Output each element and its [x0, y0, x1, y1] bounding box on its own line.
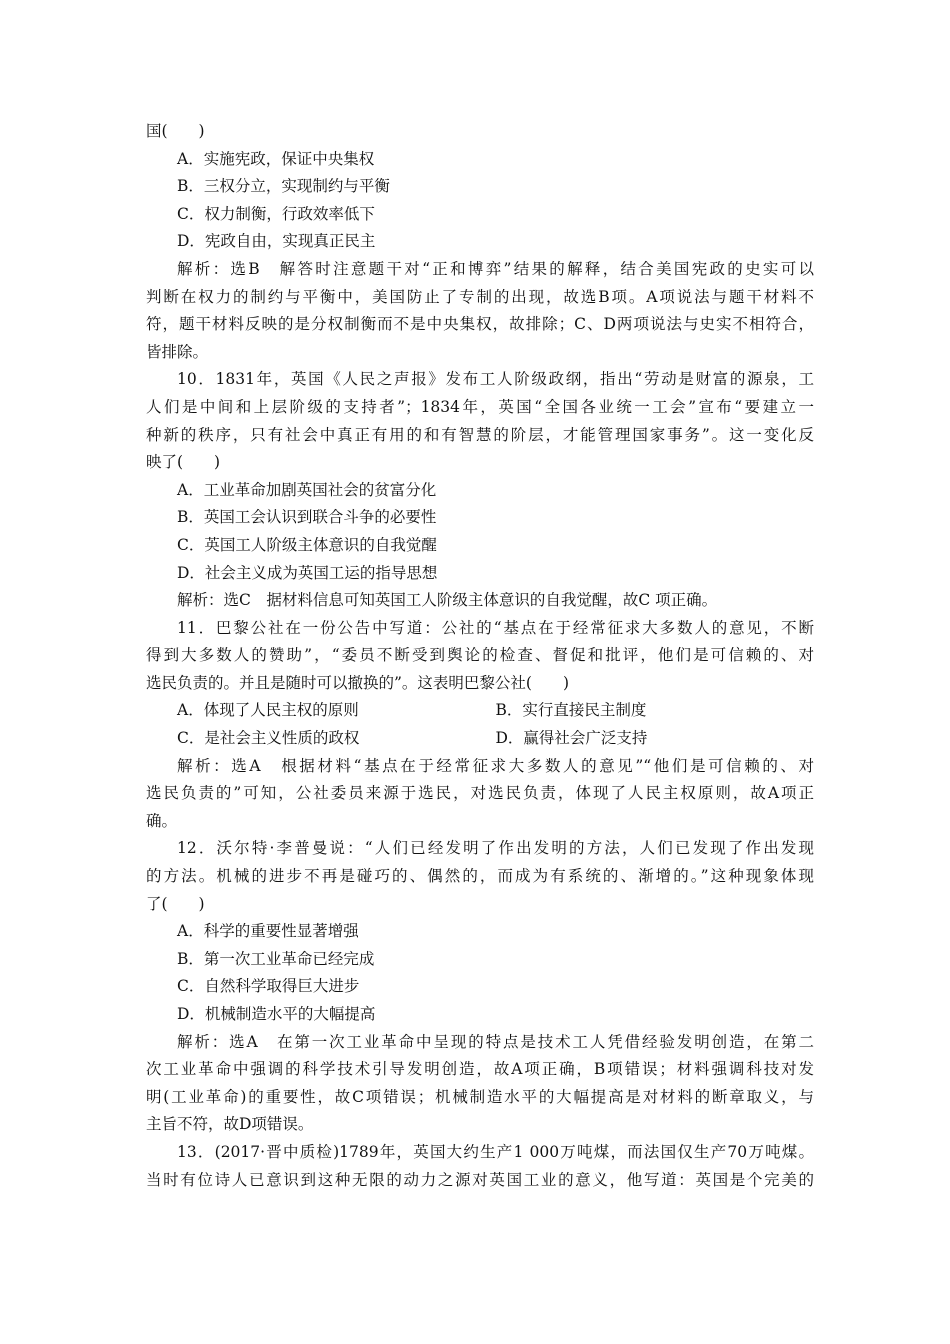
q12-option-b: B．第一次工业革命已经完成 [177, 949, 375, 968]
q12-stem-line: 了( ) [146, 894, 205, 913]
q11-option-b: B．实行直接民主制度 [495, 701, 647, 720]
q11-option-a: A．体现了人民主权的原则 [177, 701, 359, 720]
q11-analysis-line: 确。 [146, 811, 178, 830]
q12-analysis-line: 明(工业革命)的重要性，故C项错误；机械制造水平的大幅提高是对材料的断章取义，与 [146, 1087, 814, 1106]
question-11 [146, 615, 814, 836]
q9-analysis-line: 皆排除。 [146, 342, 209, 361]
q11-option-d: D．赢得社会广泛支持 [495, 729, 648, 748]
exam-content [146, 118, 814, 1194]
q9-option-d: D．宪政自由，实现真正民主 [177, 232, 376, 251]
q13-stem-line: 13．(2017·晋中质检)1789年，英国大约生产1 000万吨煤，而法国仅生产70万吨煤。 [177, 1142, 814, 1161]
q12-analysis-line: 主旨不符，故D项错误。 [146, 1115, 314, 1134]
q11-stem-line: 得到大多数人的赞助”，“委员不断受到舆论的检查、督促和批评，他们是可信赖的、对 [146, 646, 814, 665]
q12-option-d: D．机械制造水平的大幅提高 [177, 1005, 376, 1023]
q10-stem-line: 映了( ) [146, 453, 221, 472]
question-12 [146, 835, 814, 1139]
q10-stem-line: 10．1831年，英国《人民之声报》发布工人阶级政纲，指出“劳动是财富的源泉，工 [177, 370, 814, 389]
q11-stem-line: 选民负责的。并且是随时可以撤换的”。这表明巴黎公社( ) [146, 673, 570, 692]
q12-stem-line: 的方法。机械的进步不再是碰巧的、偶然的，而成为有系统的、渐增的。”这种现象体现 [146, 867, 814, 886]
question-13 [146, 1139, 814, 1194]
q9-option-c: C．权力制衡，行政效率低下 [177, 204, 375, 223]
q10-analysis-line: 解析：选C 据材料信息可知英国工人阶级主体意识的自我觉醒，故C 项正确。 [177, 591, 718, 610]
q9-option-b: B．三权分立，实现制约与平衡 [177, 177, 390, 196]
q10-option-b: B．英国工会认识到联合斗争的必要性 [177, 508, 437, 527]
q11-stem-line: 11．巴黎公社在一份公告中写道：公社的“基点在于经常征求大多数人的意见，不断 [177, 618, 814, 637]
q12-analysis-line: 解析：选A 在第一次工业革命中呈现的特点是技术工人凭借经验发明创造，在第二 [177, 1032, 814, 1051]
q13-stem-line: 当时有位诗人已意识到这种无限的动力之源对英国工业的意义，他写道：英国是个完美的 [146, 1170, 814, 1189]
q9-stem-end: 国( ) [146, 122, 205, 140]
q10-option-a: A．工业革命加剧英国社会的贫富分化 [177, 480, 437, 499]
q9-analysis-line: 解析：选B 解答时注意题干对“正和博弈”结果的解释，结合美国宪政的史实可以 [177, 259, 814, 278]
question-9 [146, 118, 814, 366]
q10-stem-line: 人们是中间和上层阶级的支持者”；1834年，英国“全国各业统一工会”宣布“要建立一 [146, 397, 814, 416]
q11-analysis-line: 选民负责的”可知，公社委员来源于选民，对选民负责，体现了人民主权原则，故A项正 [146, 784, 814, 803]
q12-option-c: C．自然科学取得巨大进步 [177, 977, 360, 996]
question-10 [146, 366, 814, 614]
q9-option-a: A．实施宪政，保证中央集权 [177, 149, 375, 168]
q9-analysis-line: 符，题干材料反映的是分权制衡而不是中央集权，故排除；C、D两项说法与史实不相符合， [146, 315, 814, 334]
q11-option-c: C．是社会主义性质的政权 [177, 729, 360, 748]
q12-analysis-line: 次工业革命中强调的科学技术引导发明创造，故A项正确，B项错误；材料强调科技对发 [146, 1060, 814, 1079]
q10-option-c: C．英国工人阶级主体意识的自我觉醒 [177, 535, 437, 554]
q10-stem-line: 种新的秩序，只有社会中真正有用的和有智慧的阶层，才能管理国家事务”。这一变化反 [146, 425, 814, 444]
q12-stem-line: 12．沃尔特·李普曼说：“人们已经发明了作出发明的方法，人们已发现了作出发现 [177, 839, 814, 858]
q12-option-a: A．科学的重要性显著增强 [177, 922, 359, 941]
q11-options-row [146, 725, 814, 753]
q11-analysis-line: 解析：选A 根据材料“基点在于经常征求大多数人的意见”“他们是可信赖的、对 [177, 756, 814, 775]
q10-option-d: D．社会主义成为英国工运的指导思想 [177, 563, 438, 582]
q9-analysis-line: 判断在权力的制约与平衡中，美国防止了专制的出现，故选B项。A项说法与题干材料不 [146, 287, 814, 306]
q11-options-row [146, 697, 814, 725]
